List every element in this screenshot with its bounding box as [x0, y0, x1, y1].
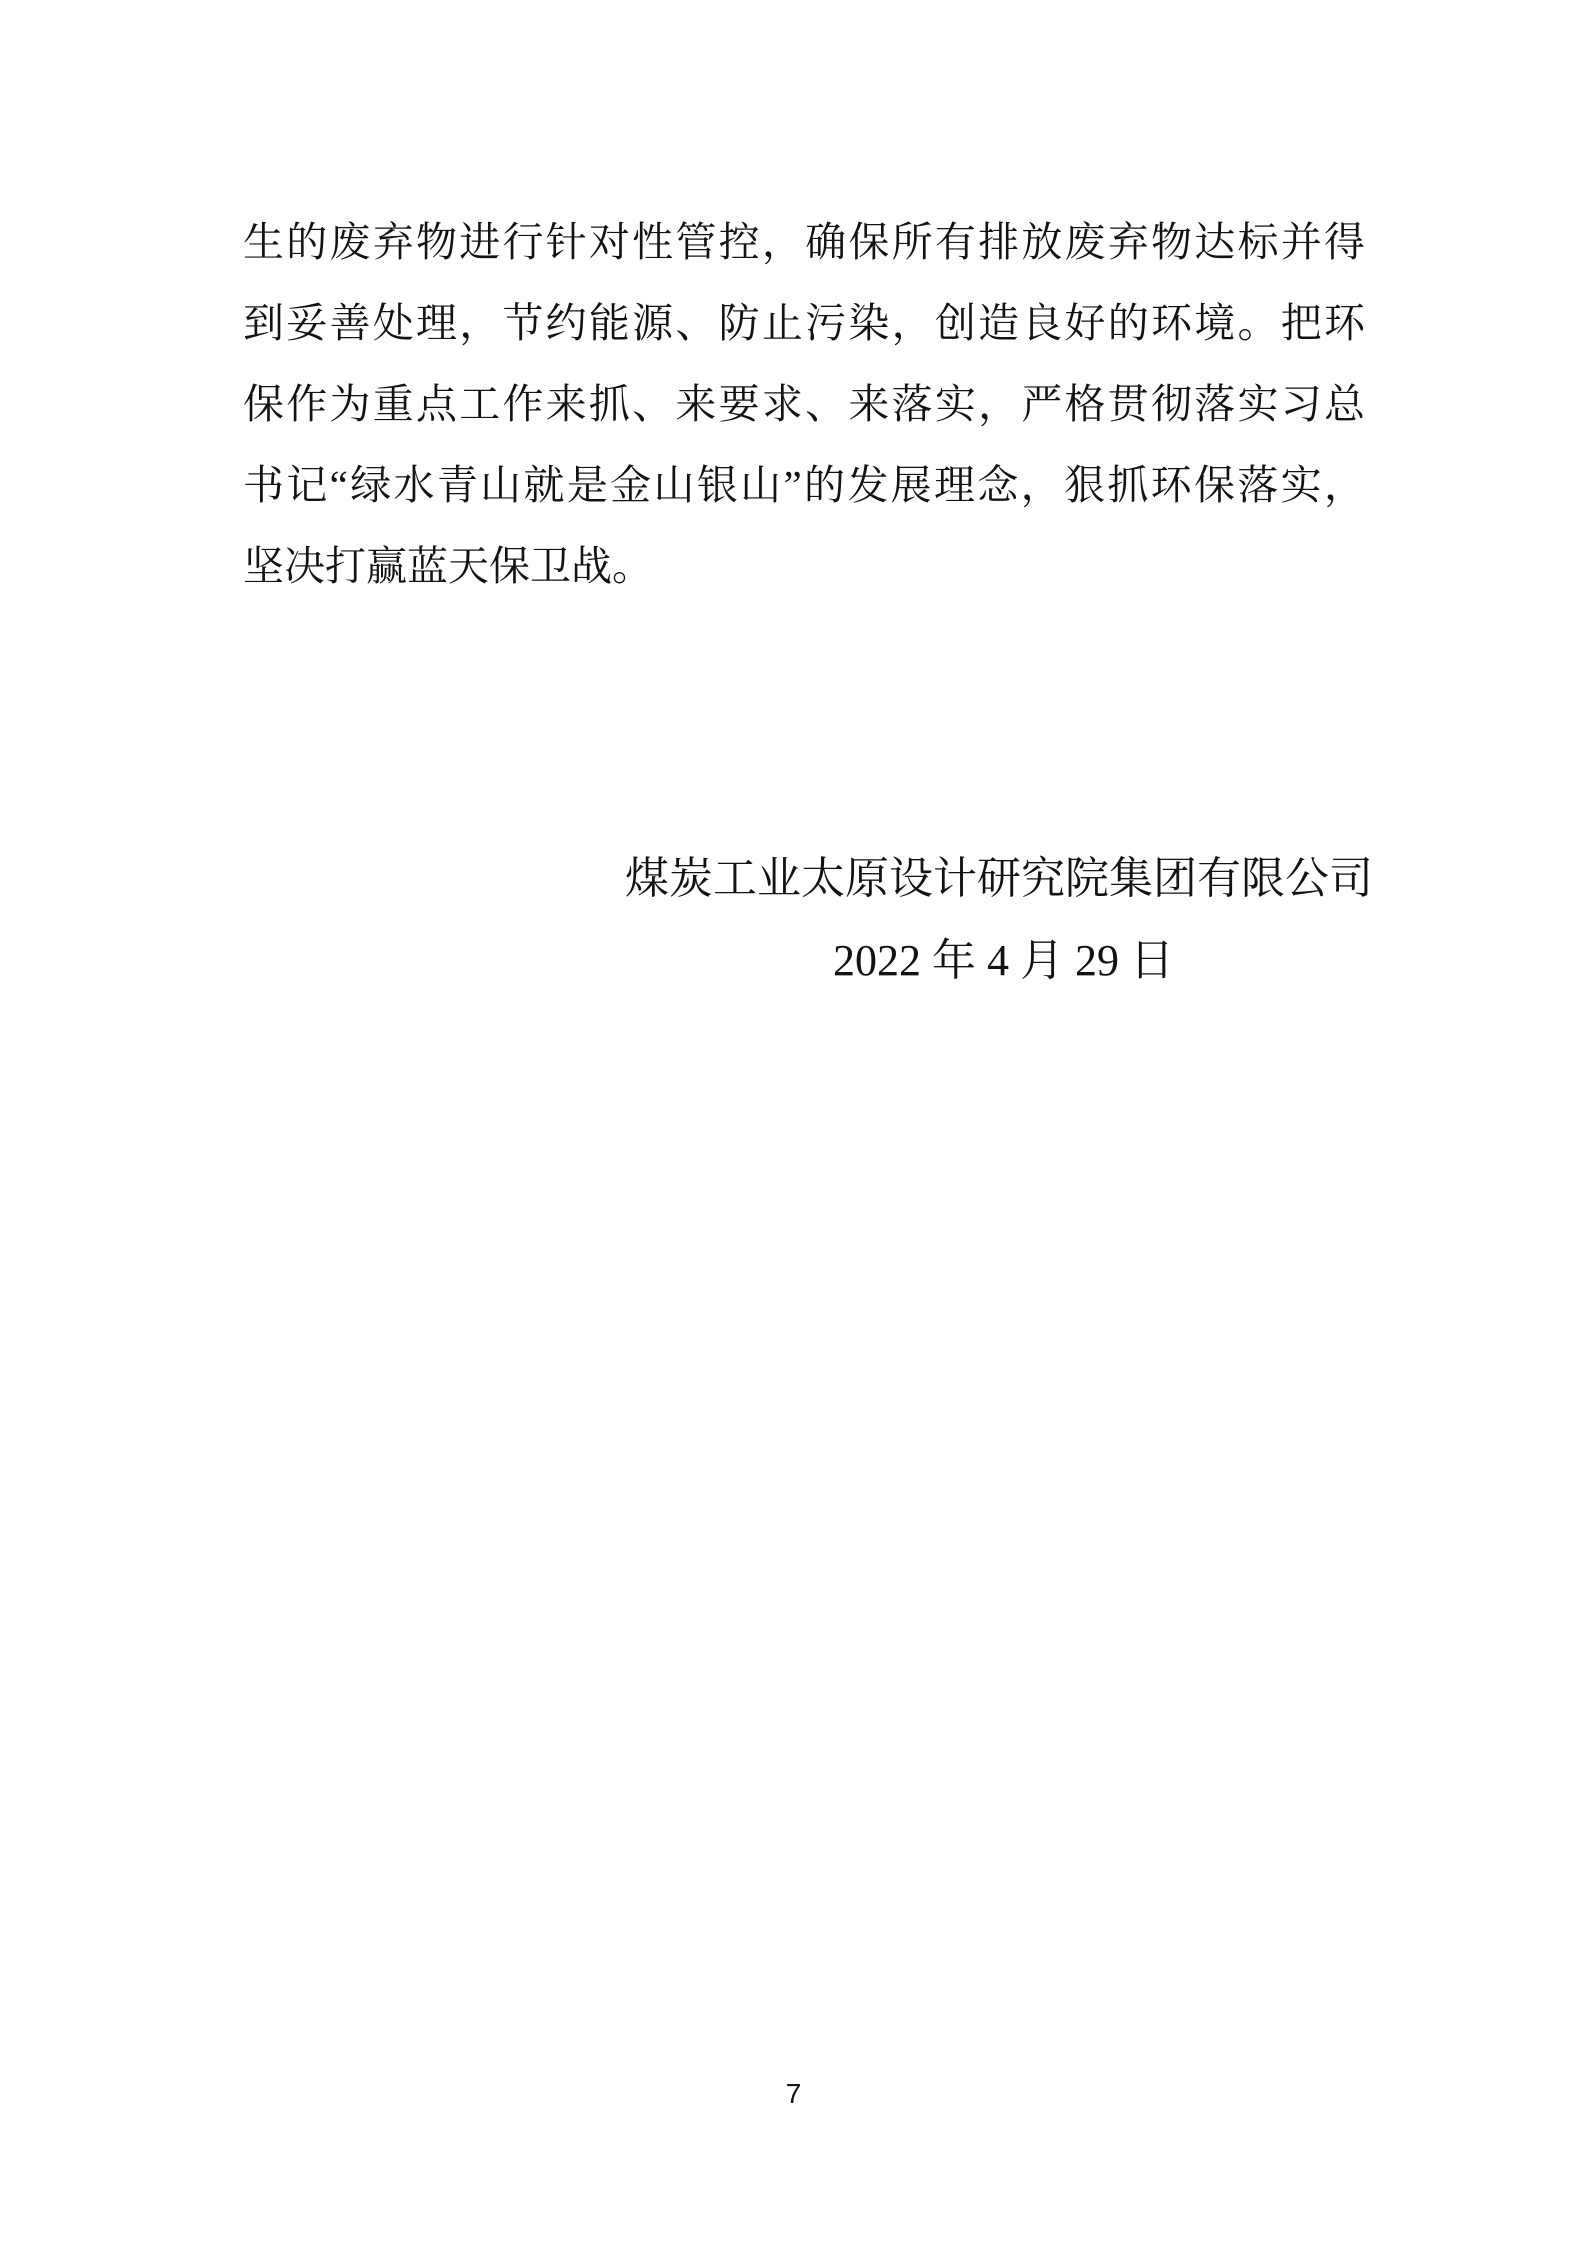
signature-company-name: 煤炭工业太原设计研究院集团有限公司 — [625, 854, 1373, 903]
signature-date: 2022 年 4 月 29 日 — [833, 936, 1174, 985]
paragraph-line-1: 生的废弃物进行针对性管控，确保所有排放废弃物达标并得 — [243, 219, 1365, 265]
paragraph-line-4: 书记“绿水青山就是金山银山”的发展理念，狠抓环保落实， — [243, 462, 1365, 508]
body-paragraph — [243, 202, 1365, 607]
page-number: 7 — [785, 2078, 802, 2109]
paragraph-line-5: 坚决打赢蓝天保卫战。 — [243, 543, 653, 589]
paragraph-line-2: 到妥善处理，节约能源、防止污染，创造良好的环境。把环 — [243, 300, 1365, 346]
paragraph-line-3: 保作为重点工作来抓、来要求、来落实，严格贯彻落实习总 — [243, 381, 1365, 427]
